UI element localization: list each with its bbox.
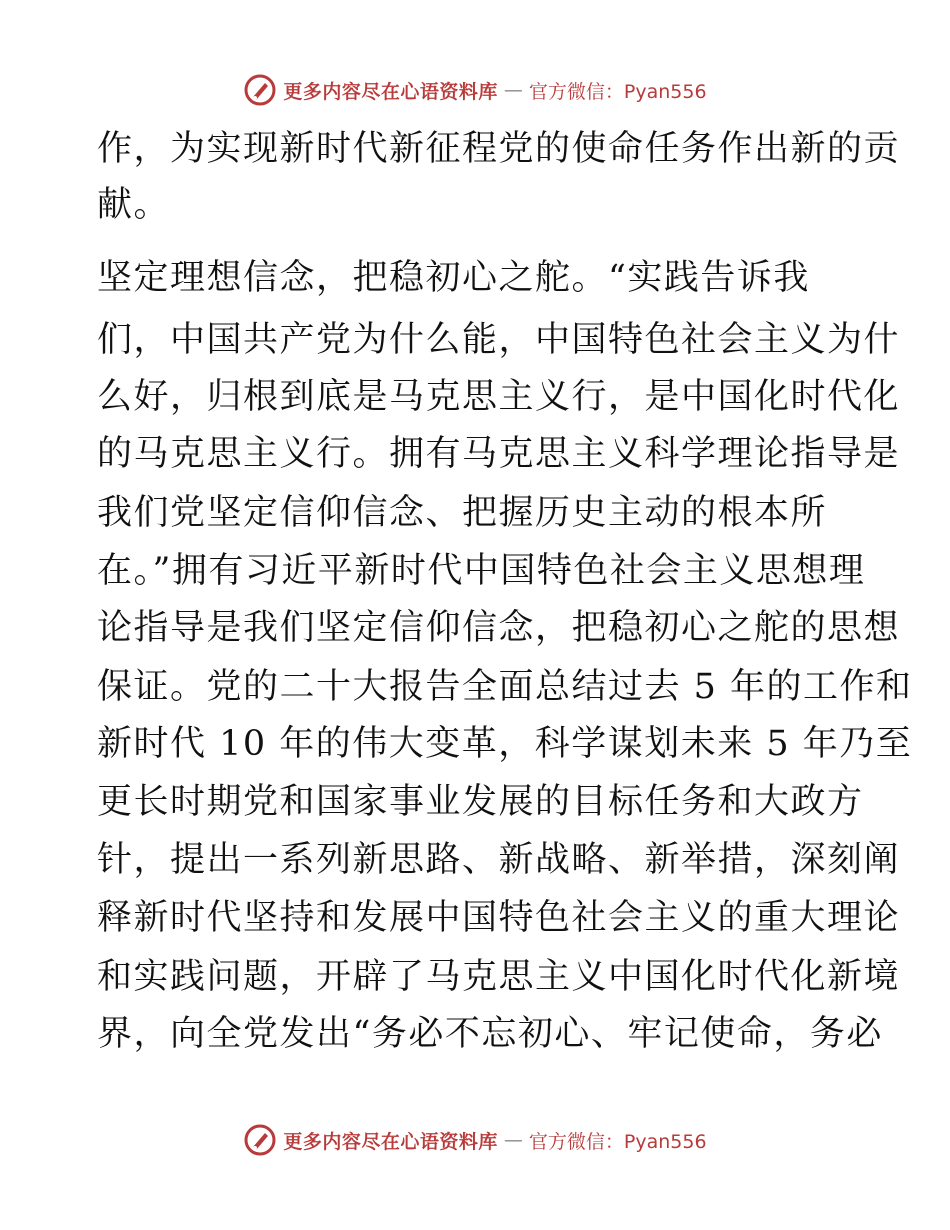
- pen-logo-icon: [243, 73, 277, 107]
- body-line: 保证。党的二十大报告全面总结过去 5 年的工作和: [97, 667, 913, 707]
- watermark-separator: —: [503, 1129, 523, 1151]
- body-line: 针，提出一系列新思路、新战略、新举措，深刻阐: [97, 840, 901, 880]
- body-line: 和实践问题，开辟了马克思主义中国化时代化新境: [97, 957, 901, 997]
- body-line: 的马克思主义行。拥有马克思主义科学理论指导是: [97, 434, 901, 474]
- body-line: 们，中国共产党为什么能，中国特色社会主义为什: [97, 320, 901, 360]
- body-line: 释新时代坚持和发展中国特色社会主义的重大理论: [97, 898, 901, 938]
- body-line: 坚定理想信念，把稳初心之舵。“实践告诉我: [97, 258, 810, 298]
- pen-logo-icon: [243, 1123, 277, 1157]
- body-line: 更长时期党和国家事业发展的目标任务和大政方: [97, 782, 864, 822]
- body-line: 么好，归根到底是马克思主义行，是中国化时代化: [97, 377, 901, 417]
- body-line: 论指导是我们坚定信仰信念，把稳初心之舵的思想: [97, 608, 901, 648]
- body-line: 献。: [97, 185, 171, 225]
- watermark-separator: —: [503, 79, 523, 101]
- body-line: 新时代 10 年的伟大变革，科学谋划未来 5 年乃至: [97, 724, 913, 764]
- watermark-contact: 官方微信：Pyan556: [528, 80, 707, 103]
- body-line: 界，向全党发出“务必不忘初心、牢记使命，务必: [97, 1014, 883, 1054]
- watermark-site-text: 更多内容尽在心语资料库: [283, 1130, 498, 1153]
- watermark-site-text: 更多内容尽在心语资料库: [283, 80, 498, 103]
- header-watermark: [0, 70, 950, 110]
- watermark-contact: 官方微信：Pyan556: [528, 1130, 707, 1153]
- body-line: 作，为实现新时代新征程党的使命任务作出新的贡: [97, 129, 901, 169]
- footer-watermark: [0, 1120, 950, 1160]
- body-line: 我们党坚定信仰信念、把握历史主动的根本所: [97, 493, 828, 533]
- body-line: 在。”拥有习近平新时代中国特色社会主义思想理: [97, 551, 866, 591]
